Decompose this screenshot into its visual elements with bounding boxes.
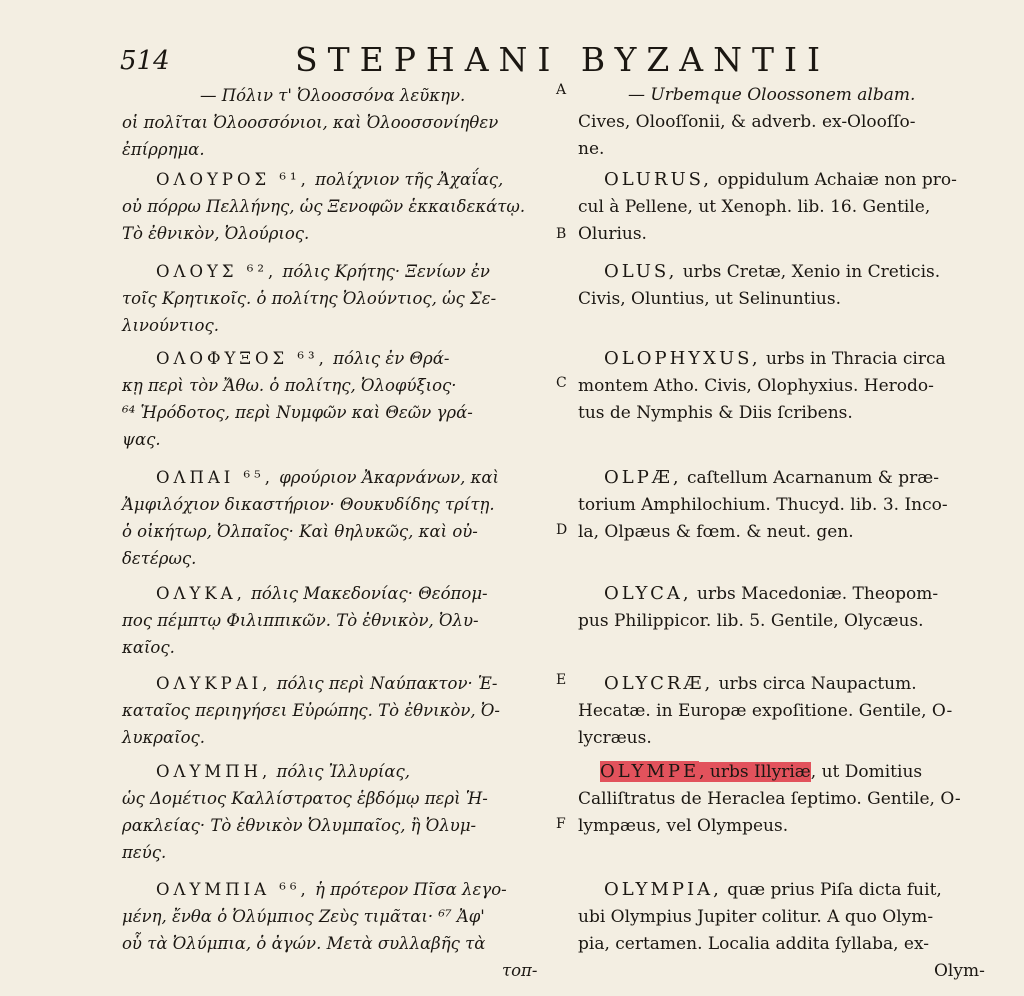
margin-letter-b: B (556, 226, 567, 242)
greek-column-entry (122, 345, 554, 453)
greek-line: ⁶⁴ Ἡρόδοτος, περὶ Νυμφῶν καὶ Θεῶν γρά- (122, 403, 473, 422)
headword-latin: OLYCRÆ, (604, 673, 714, 694)
latin-line: pus Philippicor. lib. 5. Gentile, Olycæus. (578, 611, 924, 631)
margin-letter-d: D (556, 522, 568, 538)
greek-column-entry (122, 580, 554, 661)
greek-line: ἡ πρότερον Πῖσα λεγο- (315, 880, 507, 899)
greek-line: πόλις ἐν Θρά- (333, 349, 450, 368)
headword-greek: ΟΛΟΥΡΟΣ ⁶¹, (156, 170, 310, 189)
latin-line: , ut Domitius (810, 762, 923, 782)
latin-line: Civis, Oluntius, ut Selinuntius. (578, 289, 841, 309)
headword-latin: OLPÆ, (604, 467, 682, 488)
headword-latin: OLYMPIA, (604, 879, 722, 900)
greek-line: λινούντιος. (122, 316, 219, 335)
headword-greek: ΟΛΠΑΙ ⁶⁵, (156, 468, 274, 487)
greek-line: μένη, ἔνθα ὁ Ὀλύμπιος Ζεὺς τιμᾶται· ⁶⁷ Ἀφ' (122, 907, 485, 926)
headword-greek: ΟΛΥΜΠΙΑ ⁶⁶, (156, 880, 310, 899)
greek-line: — Πόλιν τ' Ὀλοοσσόνα λεῦκην. (200, 86, 466, 105)
latin-line: lycræus. (578, 728, 652, 748)
greek-column-entry (122, 876, 554, 984)
latin-line: Hecatæ. in Europæ expoſitione. Gentile, O- (578, 701, 953, 721)
latin-line: urbs in Thracia circa (765, 349, 946, 369)
latin-line: Olym- (934, 961, 985, 981)
headword-latin: OLUS, (604, 261, 678, 282)
greek-line: λυκραῖος. (122, 728, 206, 747)
margin-letter-c: C (556, 375, 567, 391)
greek-column-entry (122, 166, 554, 247)
greek-line: Ἀμφιλόχιον δικαστήριον· Θουκυδίδης τρίτῃ. (122, 495, 495, 514)
latin-line: caſtellum Acarnanum & præ- (686, 468, 939, 488)
greek-line: πόλις Κρήτης· Ξενίων ἐν (282, 262, 490, 281)
headword-greek: ΟΛΥΚΑ, (156, 584, 246, 603)
latin-column-entry (578, 670, 1004, 752)
margin-letter-f: F (556, 816, 566, 832)
page-header (120, 40, 984, 82)
latin-line: Calliſtratus de Heraclea ſeptimo. Gentile, O- (578, 789, 961, 809)
greek-column-entry (122, 758, 554, 866)
headword-greek: ΟΛΟΥΣ ⁶², (156, 262, 278, 281)
headword-greek: ΟΛΥΚΡΑΙ, (156, 674, 272, 693)
greek-column-entry (122, 258, 554, 339)
greek-line: πολίχνιον τῆς Ἀχαΐας, (315, 170, 504, 189)
latin-line: — Urbemque Oloossonem albam. (628, 85, 916, 105)
greek-line: ψας. (122, 430, 161, 449)
latin-line: lympæus, vel Olympeus. (578, 816, 789, 836)
latin-column-entry (578, 876, 1004, 985)
greek-line: πεύς. (122, 843, 167, 862)
latin-line: tus de Nymphis & Diis ſcribens. (578, 403, 853, 423)
greek-line: καῖος. (122, 638, 175, 657)
margin-letter-e: E (556, 672, 567, 688)
greek-column-entry (122, 670, 554, 751)
latin-line: urbs circa Naupactum. (718, 674, 917, 694)
greek-line: πόλις περὶ Ναύπακτον· Ἑ- (276, 674, 498, 693)
headword-latin: OLYCA, (604, 583, 692, 604)
latin-line: urbs Macedoniæ. Theopom- (697, 584, 939, 604)
greek-line: Τὸ ἐθνικὸν, Ὀλούριος. (122, 224, 310, 243)
greek-column-entry (122, 82, 554, 163)
latin-column-entry (578, 166, 1004, 248)
headword-latin: OLURUS, (604, 169, 713, 190)
highlighted-headword-end[interactable]: E (682, 761, 700, 782)
latin-line: urbs Cretæ, Xenio in Creticis. (682, 262, 941, 282)
headword-greek: ΟΛΥΜΠΗ, (156, 762, 272, 781)
running-head: STEPHANI BYZANTII (295, 40, 831, 79)
latin-line: Olurius. (578, 224, 647, 244)
page-number: 514 (120, 46, 170, 76)
headword-greek: ΟΛΟΦΥΞΟΣ ⁶³, (156, 349, 328, 368)
headword-latin: OLOPHYXUS, (604, 348, 761, 369)
greek-line: πόλις Ἰλλυρίας, (276, 762, 411, 781)
latin-line: ubi Olympius Jupiter colitur. A quo Olym- (578, 907, 934, 927)
latin-column-entry (578, 82, 1004, 163)
latin-line: la, Olpæus & fœm. & neut. gen. (578, 522, 854, 542)
highlighted-headword[interactable]: OLYMP (600, 761, 683, 782)
latin-line: montem Atho. Civis, Olophyxius. Herodo- (578, 376, 934, 396)
latin-line: torium Amphilochium. Thucyd. lib. 3. Inco- (578, 495, 948, 515)
greek-line: οἱ πολῖται Ὀλοοσσόνιοι, καὶ Ὀλοοσσονίηθεν (122, 113, 499, 132)
highlighted-text[interactable]: , urbs Illyriæ (699, 762, 811, 782)
latin-line: quæ prius Piſa dicta fuit, (727, 880, 942, 900)
latin-line: pia, certamen. Localia addita ſyllaba, ex- (578, 934, 929, 954)
greek-line: ρακλείας· Τὸ ἐθνικὸν Ὀλυμπαῖος, ἢ Ὀλυμ- (122, 816, 477, 835)
greek-line: δετέρως. (122, 549, 197, 568)
greek-line: οὐ πόρρω Πελλήνης, ὡς Ξενοφῶν ἑκκαιδεκάτῳ. (122, 197, 526, 216)
greek-line: κῃ περὶ τὸν Ἄθω. ὁ πολίτης, Ὀλοφύξιος· (122, 376, 457, 395)
greek-line: τοπ- (502, 961, 538, 980)
greek-line: πόλις Μακεδονίας· Θεόπομ- (251, 584, 488, 603)
greek-line: πος πέμπτῳ Φιλιππικῶν. Τὸ ἐθνικὸν, Ὀλυ- (122, 611, 479, 630)
greek-line: οὗ τὰ Ὀλύμπια, ὁ ἀγών. Μετὰ συλλαβῆς τὰ (122, 934, 486, 953)
latin-line: cul à Pellene, ut Xenoph. lib. 16. Gentile, (578, 197, 931, 217)
greek-line: ἐπίρρημα. (122, 140, 205, 159)
latin-column-entry (578, 758, 1004, 840)
latin-line: ne. (578, 139, 605, 159)
latin-column-entry (578, 345, 1004, 427)
latin-column-entry (578, 464, 1004, 546)
greek-column-entry (122, 464, 554, 572)
greek-line: τοῖς Κρητικοῖς. ὁ πολίτης Ὀλούντιος, ὡς Σε- (122, 289, 497, 308)
latin-column-entry (578, 580, 1004, 635)
latin-column-entry (578, 258, 1004, 313)
greek-line: φρούριον Ἀκαρνάνων, καὶ (279, 468, 500, 487)
greek-line: ὁ οἰκήτωρ, Ὀλπαῖος· Καὶ θηλυκῶς, καὶ οὐ- (122, 522, 478, 541)
latin-line: oppidulum Achaiæ non pro- (717, 170, 957, 190)
margin-letter-a: A (556, 82, 567, 98)
greek-line: ὡς Δομέτιος Καλλίστρατος ἑβδόμῳ περὶ Ἡ- (122, 789, 488, 808)
greek-line: καταῖος περιηγήσει Εὐρώπης. Τὸ ἐθνικὸν, Ὀ- (122, 701, 500, 720)
latin-line: Cives, Olooſſonii, & adverb. ex-Olooſſo- (578, 112, 916, 132)
